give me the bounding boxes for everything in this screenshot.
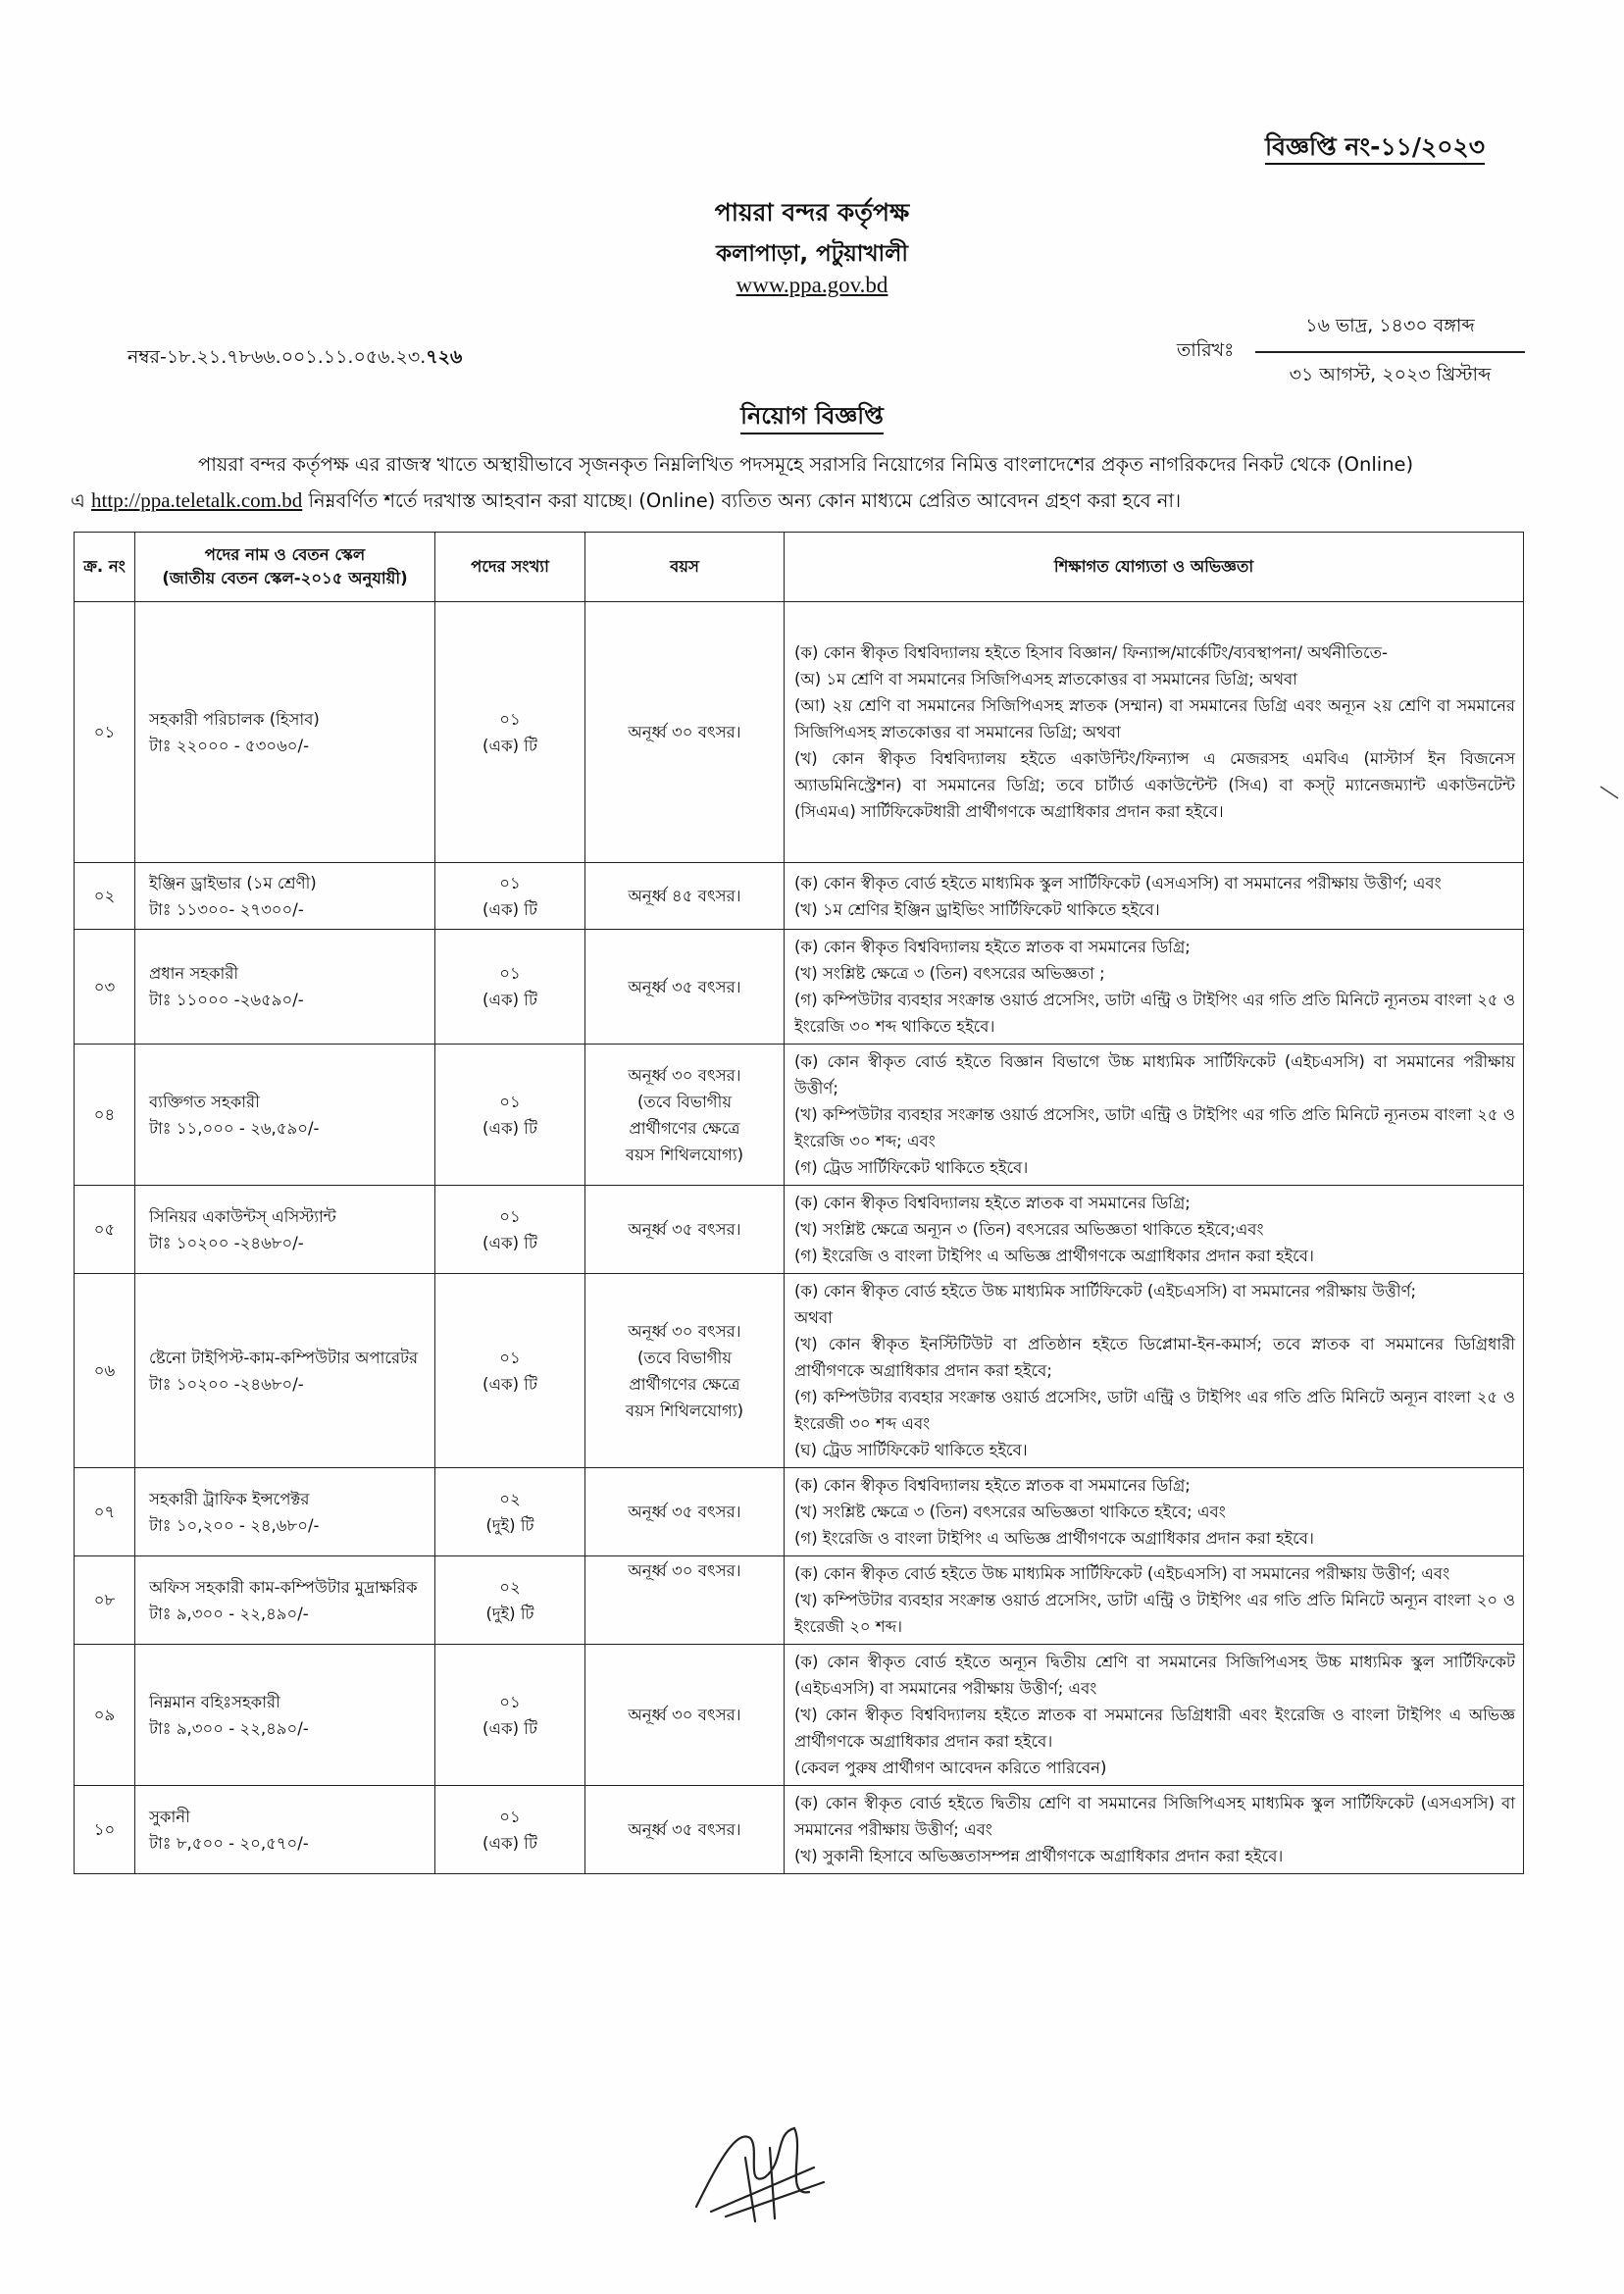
post-count-number: ০১	[499, 873, 521, 892]
post-count-word: (এক) টি	[482, 991, 537, 1009]
qualification-item: (ক) কোন স্বীকৃত বিশ্ববিদ্যালয় হইতে স্নাতক বা সমমানের ডিগ্রি;	[794, 938, 1191, 956]
table-row	[75, 930, 1524, 1045]
pay-scale: টাঃ ২২০০০ - ৫৩০৬০/-	[149, 736, 310, 755]
cell-serial: ০৯	[75, 1645, 135, 1786]
pay-scale: টাঃ ১১০০০ -২৬৫৯০/-	[149, 991, 304, 1009]
pay-scale: টাঃ ১০২০০ -২৪৬৮০/-	[149, 1374, 304, 1394]
post-name: প্রধান সহকারী	[149, 964, 239, 983]
date-english: ৩১ আগস্ট, ২০২৩ খ্রিস্টাব্দ	[1289, 364, 1492, 385]
qualification-item: (গ) ট্রেড সার্টিফিকেট থাকিতে হইবে।	[794, 1158, 1029, 1177]
age-limit-line: (তবে বিভাগীয়	[636, 1092, 733, 1111]
pay-scale: টাঃ ৮,৫০০ - ২০,৫৭০/-	[149, 1833, 309, 1853]
qualification-item: (অ) ১ম শ্রেণি বা সমমানের সিজিপিএসহ স্নাতকোত্তর বা সমমানের ডিগ্রি; অথবা	[794, 670, 1297, 688]
qualification-item: (খ) কম্পিউটার ব্যবহার সংক্রান্ত ওয়ার্ড প্রসেসিং, ডাটা এন্ট্রি ও টাইপিং এর গতি প্রতি মিনিটে অন্যূন বাংলা ২০ ও ইংরেজী ২০ শব্দ।	[794, 1591, 1515, 1636]
cell-count	[435, 930, 585, 1045]
qualification-item: (খ) সংশ্লিষ্ট ক্ষেত্রে ৩ (তিন) বৎসরের অভিজ্ঞতা থাকিতে হইবে; এবং	[794, 1503, 1226, 1521]
cell-qualification	[785, 602, 1524, 863]
header-post-subtitle: (জাতীয় বেতন স্কেল-২০১৫ অনুযায়ী)	[162, 569, 408, 587]
qualification-item: (ক) কোন স্বীকৃত বিশ্ববিদ্যালয় হইতে স্নাতক বা সমমানের ডিগ্রি;	[794, 1194, 1191, 1212]
organization-name: পায়রা বন্দর কর্তৃপক্ষ	[714, 198, 910, 227]
post-name: সুকানী	[149, 1807, 190, 1826]
qualification-item: (আ) ২য় শ্রেণি বা সমমানের সিজিপিএসহ স্নাতক (সম্মান) বা সমমানের ডিগ্রি এবং অন্যূন ২য় শ্রেণি বা সমমানের সিজিপিএসহ স্নাতকোত্তর বা সমমানের ডিগ্রি; অথবা	[794, 696, 1515, 741]
cell-post	[135, 1045, 435, 1186]
memo-number	[127, 343, 462, 375]
qualification-item: (গ) কম্পিউটার ব্যবহার সংক্রান্ত ওয়ার্ড প্রসেসিং, ডাটা এন্ট্রি ও টাইপিং এর গতি প্রতি মিনিটে ন্যূনতম বাংলা ২৫ ও ইংরেজি ৩০ শব্দ থাকিতে হইবে।	[794, 991, 1515, 1036]
age-limit-line: অনূর্ধ্ব ৩৫ বৎসর।	[628, 1820, 741, 1839]
post-name: সহকারী পরিচালক (হিসাব)	[149, 709, 320, 729]
qualification-item: অথবা	[794, 1308, 833, 1327]
qualification-item: (কেবল পুরুষ প্রার্থীগণ আবেদন করিতে পারিবেন)	[794, 1759, 1107, 1777]
cell-post	[135, 1186, 435, 1274]
date-label: তারিখঃ	[1177, 339, 1235, 361]
cell-age	[585, 930, 785, 1045]
cell-count	[435, 1186, 585, 1274]
intro-paragraph	[71, 446, 1506, 519]
qualification-item: (ঘ) ট্রেড সার্টিফিকেট থাকিতে হইবে।	[794, 1441, 1028, 1459]
age-limit-line: অনূর্ধ্ব ৩০ বৎসর।	[628, 1065, 741, 1085]
cell-age	[585, 602, 785, 863]
age-limit-line: অনূর্ধ্ব ৩৫ বৎসর।	[628, 1220, 741, 1239]
qualification-item: (খ) কম্পিউটার ব্যবহার সংক্রান্ত ওয়ার্ড প্রসেসিং, ডাটা এন্ট্রি ও টাইপিং এর গতি প্রতি মিনিটে ন্যূনতম বাংলা ২৫ ও ইংরেজি ৩০ শব্দ; এবং	[794, 1105, 1515, 1150]
age-limit-line: অনূর্ধ্ব ৩০ বৎসর।	[628, 723, 741, 741]
post-name: সিনিয়র একাউন্টস্ এসিস্ট্যান্ট	[149, 1206, 336, 1226]
qualification-item: (খ) কোন স্বীকৃত বিশ্ববিদ্যালয় হইতে স্নাতক বা সমমানের ডিগ্রিধারী এবং ইংরেজি ও বাংলা টাইপিং এ অভিজ্ঞ প্রার্থীগণকে অগ্রাধিকার প্রদান করা হইবে।	[794, 1706, 1515, 1751]
cell-age	[585, 1786, 785, 1874]
cell-count	[435, 1045, 585, 1186]
page-title-text: নিয়োগ বিজ্ঞপ্তি	[740, 402, 884, 434]
age-limit-line: প্রার্থীগণের ক্ষেত্রে	[629, 1118, 740, 1138]
cell-post	[135, 1786, 435, 1874]
post-count-word: (এক) টি	[482, 1233, 537, 1252]
post-name: ইঞ্জিন ড্রাইভার (১ম শ্রেণী)	[149, 873, 317, 892]
intro-line-2	[71, 483, 1506, 519]
application-link[interactable]: http://ppa.teletalk.com.bd	[91, 488, 303, 512]
cell-serial: ১০	[75, 1786, 135, 1874]
qualification-item: (ক) কোন স্বীকৃত বিশ্ববিদ্যালয় হইতে হিসাব বিজ্ঞান/ ফিন্যান্স/মার্কেটিং/ব্যবস্থাপনা/ অর্থনীতিতে-	[794, 643, 1388, 662]
cell-qualification	[785, 1556, 1524, 1645]
cell-age	[585, 1045, 785, 1186]
age-limit-line: অনূর্ধ্ব ৩৫ বৎসর।	[628, 1503, 741, 1521]
post-count-number: ০২	[499, 1577, 521, 1597]
header-age: বয়স	[585, 533, 785, 602]
qualification-item: (খ) সংশ্লিষ্ট ক্ষেত্রে অন্যূন ৩ (তিন) বৎসরের অভিজ্ঞতা থাকিতে হইবে;এবং	[794, 1220, 1264, 1239]
age-limit-line: অনূর্ধ্ব ৩০ বৎসর।	[628, 1561, 741, 1580]
cell-serial: ০৭	[75, 1468, 135, 1556]
cell-post	[135, 1556, 435, 1645]
cell-qualification	[785, 863, 1524, 930]
post-count-word: (এক) টি	[482, 1374, 537, 1394]
qualification-item: (খ) কোন স্বীকৃত ইনস্টিটিউট বা প্রতিষ্ঠান হইতে ডিপ্লোমা-ইন-কমার্স; তবে স্নাতক বা সমমানের ডিগ্রিধারী প্রার্থীগণকে অগ্রাধিকার প্রদান করা হইবে;	[794, 1335, 1515, 1380]
cell-qualification	[785, 1645, 1524, 1786]
table-row	[75, 863, 1524, 930]
age-limit-line: বয়স শিথিলযোগ্য)	[625, 1401, 744, 1420]
pay-scale: টাঃ ৯,৩০০ - ২২,৪৯০/-	[149, 1604, 309, 1623]
post-count-number: ০১	[499, 709, 521, 729]
age-limit-line: অনূর্ধ্ব ৩০ বৎসর।	[628, 1321, 741, 1341]
qualification-item: (গ) ইংরেজি ও বাংলা টাইপিং এ অভিজ্ঞ প্রার্থীগণকে অগ্রাধিকার প্রদান করা হইবে।	[794, 1247, 1314, 1265]
page-title	[0, 398, 1624, 437]
cell-post	[135, 930, 435, 1045]
cell-serial: ০৩	[75, 930, 135, 1045]
age-limit-line: অনূর্ধ্ব ৩০ বৎসর।	[628, 1706, 741, 1724]
cell-post	[135, 1468, 435, 1556]
qualification-item: (গ) কম্পিউটার ব্যবহার সংক্রান্ত ওয়ার্ড প্রসেসিং, ডাটা এন্ট্রি ও টাইপিং এর গতি প্রতি মিনিটে অন্যূন বাংলা ২৫ ও ইংরেজী ৩০ শব্দ এবং	[794, 1388, 1515, 1433]
pay-scale: টাঃ ৯,৩০০ - ২২,৪৯০/-	[149, 1718, 309, 1738]
post-count-number: ০১	[499, 1206, 521, 1226]
qualification-item: (ক) কোন স্বীকৃত বিশ্ববিদ্যালয় হইতে স্নাতক বা সমমানের ডিগ্রি;	[794, 1476, 1191, 1495]
pay-scale: টাঃ ১১,০০০ - ২৬,৫৯০/-	[149, 1118, 320, 1138]
cell-count	[435, 1645, 585, 1786]
age-limit-line: অনূর্ধ্ব ৩৫ বৎসর।	[628, 977, 741, 996]
post-name: ষ্টেনো টাইপিস্ট-কাম-কম্পিউটার অপারেটর	[149, 1348, 419, 1367]
organization-website-link[interactable]: www.ppa.gov.bd	[736, 273, 888, 297]
post-name: সহকারী ট্রাফিক ইন্সপেক্টর	[149, 1489, 310, 1508]
qualification-item: (ক) কোন স্বীকৃত বোর্ড হইতে উচ্চ মাধ্যমিক সার্টিফিকেট (এইচএসসি) বা সমমানের পরীক্ষায় উত্তীর্ণ; এবং	[794, 1564, 1450, 1583]
qualification-item: (গ) ইংরেজি ও বাংলা টাইপিং এ অভিজ্ঞ প্রার্থীগণকে অগ্রাধিকার প্রদান করা হইবে।	[794, 1529, 1314, 1548]
cell-count	[435, 1468, 585, 1556]
post-name: অফিস সহকারী কাম-কম্পিউটার মুদ্রাক্ষরিক	[149, 1577, 418, 1597]
table-row	[75, 1274, 1524, 1468]
notice-number-text: বিজ্ঞপ্তি নং-১১/২০২৩	[1265, 132, 1485, 165]
header-serial: ক্র. নং	[75, 533, 135, 602]
post-count-word: (এক) টি	[482, 899, 537, 919]
cell-count	[435, 602, 585, 863]
cell-qualification	[785, 1274, 1524, 1468]
cell-age	[585, 1556, 785, 1645]
cell-post	[135, 1274, 435, 1468]
qualification-item: (ক) কোন স্বীকৃত বোর্ড হইতে অন্যূন দ্বিতীয় শ্রেণি বা সমমানের সিজিপিএসহ উচ্চ মাধ্যমিক স্কুল সার্টিফিকেট (এইচএসসি) বা সমমানের পরীক্ষায় উত্তীর্ণ; এবং	[794, 1653, 1515, 1698]
table-row	[75, 602, 1524, 863]
post-count-number: ০১	[499, 1807, 521, 1826]
qualification-item: (ক) কোন স্বীকৃত বোর্ড হইতে বিজ্ঞান বিভাগে উচ্চ মাধ্যমিক সার্টিফিকেট (এইচএসসি) বা সমমানের পরীক্ষায় উত্তীর্ণ;	[794, 1052, 1515, 1097]
table-header-row	[75, 533, 1524, 602]
post-name: নিম্নমান বহিঃসহকারী	[149, 1692, 280, 1711]
pay-scale: টাঃ ১১৩০০- ২৭৩০০/-	[149, 899, 304, 919]
memo-number-suffix: ৭২৬	[426, 346, 463, 368]
cell-serial: ০৮	[75, 1556, 135, 1645]
cell-count	[435, 1274, 585, 1468]
pay-scale: টাঃ ১০,২০০ - ২৪,৬৮০/-	[149, 1515, 320, 1535]
intro-line-2-suffix: নিম্নবর্ণিত শর্তে দরখাস্ত আহবান করা যাচ্ছে। (Online) ব্যতিত অন্য কোন মাধ্যমে প্রেরিত আবেদন গ্রহণ করা হবে না।	[302, 489, 1182, 512]
post-count-word: (দুই) টি	[485, 1515, 534, 1535]
post-count-word: (এক) টি	[482, 1118, 537, 1138]
cell-serial: ০৬	[75, 1274, 135, 1468]
job-table	[74, 532, 1524, 1874]
cell-age	[585, 1468, 785, 1556]
cell-serial: ০৫	[75, 1186, 135, 1274]
age-limit-line: অনূর্ধ্ব ৪৫ বৎসর।	[628, 887, 741, 905]
header-post-title: পদের নাম ও বেতন স্কেল	[204, 545, 366, 564]
post-count-number: ০২	[499, 1489, 521, 1508]
organization-location: কলাপাড়া, পটুয়াখালী	[716, 241, 908, 267]
cell-count	[435, 1556, 585, 1645]
cell-qualification	[785, 1786, 1524, 1874]
post-count-word: (এক) টি	[482, 736, 537, 755]
cell-count	[435, 863, 585, 930]
cell-qualification	[785, 1468, 1524, 1556]
cell-post	[135, 602, 435, 863]
header-post	[135, 533, 435, 602]
cell-age	[585, 1274, 785, 1468]
notice-number	[1265, 127, 1485, 170]
intro-line-1: পায়রা বন্দর কর্তৃপক্ষ এর রাজস্ব খাতে অস্থায়ীভাবে সৃজনকৃত নিম্নলিখিত পদসমূহে সরাসরি নিয়োগের নিমিত্ত বাংলাদেশের প্রকৃত নাগরিকদের নিকট থেকে (Online)	[198, 453, 1414, 476]
table-row	[75, 1468, 1524, 1556]
qualification-item: (খ) ১ম শ্রেণির ইঞ্জিন ড্রাইভিং সার্টিফিকেট থাকিতে হইবে।	[794, 899, 1160, 919]
cell-serial: ০২	[75, 863, 135, 930]
qualification-item: (খ) সুকানী হিসাবে অভিজ্ঞতাসম্পন্ন প্রার্থীগণকে অগ্রাধিকার প্রদান করা হইবে।	[794, 1847, 1284, 1865]
qualification-item: (খ) সংশ্লিষ্ট ক্ষেত্রে ৩ (তিন) বৎসরের অভিজ্ঞতা ;	[794, 964, 1105, 983]
qualification-item: (ক) কোন স্বীকৃত বোর্ড হইতে দ্বিতীয় শ্রেণি বা সমমানের সিজিপিএসহ মাধ্যমিক স্কুল সার্টিফিকেট (এসএসসি) বা সমমানের পরীক্ষায় উত্তীর্ণ; এবং	[794, 1794, 1516, 1839]
table-row	[75, 1786, 1524, 1874]
cell-serial: ০৪	[75, 1045, 135, 1186]
age-limit-line: প্রার্থীগণের ক্ষেত্রে	[629, 1374, 740, 1394]
age-limit-line: (তবে বিভাগীয়	[636, 1348, 733, 1367]
post-count-word: (এক) টি	[482, 1718, 537, 1738]
cell-age	[585, 1186, 785, 1274]
header-qualification: শিক্ষাগত যোগ্যতা ও অভিজ্ঞতা	[785, 533, 1524, 602]
table-row	[75, 1186, 1524, 1274]
cell-post	[135, 1645, 435, 1786]
signature	[677, 2109, 843, 2226]
qualification-item: (খ) কোন স্বীকৃত বিশ্ববিদ্যালয় হইতে একাউন্টিং/ফিন্যান্স এ মেজরসহ এমবিএ (মাস্টার্স ইন বিজনেস অ্যাডমিনিস্ট্রেশন) বা সমমানের ডিগ্রি; তবে চার্টার্ড একাউন্টেন্ট (সিএ) বা কস্ট্ ম্যানেজম্যান্ট একাউনটেন্ট (সিএমএ) সার্টিফিকেটধারী প্রার্থীগণকে অগ্রাধিকার প্রদান করা হইবে।	[794, 749, 1515, 821]
date-bangla: ১৬ ভাদ্র, ১৪৩০ বঙ্গাব্দ	[1255, 312, 1525, 353]
stray-pen-mark	[1599, 785, 1620, 804]
intro-line-2-prefix: এ	[71, 489, 92, 512]
date-block	[1255, 312, 1525, 392]
cell-qualification	[785, 1045, 1524, 1186]
cell-qualification	[785, 930, 1524, 1045]
cell-age	[585, 1645, 785, 1786]
table-row	[75, 1045, 1524, 1186]
qualification-item: (ক) কোন স্বীকৃত বোর্ড হইতে মাধ্যমিক স্কুল সার্টিফিকেট (এসএসসি) বা সমমানের পরীক্ষায় উত্তীর্ণ; এবং	[794, 873, 1442, 892]
cell-age	[585, 863, 785, 930]
cell-post	[135, 863, 435, 930]
cell-serial: ০১	[75, 602, 135, 863]
post-count-word: (এক) টি	[482, 1833, 537, 1853]
table-row	[75, 1556, 1524, 1645]
memo-number-prefix: নম্বর-১৮.২১.৭৮৬৬.০০১.১১.০৫৬.২৩.	[127, 346, 427, 368]
post-count-word: (দুই) টি	[485, 1604, 534, 1623]
qualification-item: (ক) কোন স্বীকৃত বোর্ড হইতে উচ্চ মাধ্যমিক সার্টিফিকেট (এইচএসসি) বা সমমানের পরীক্ষায় উত্তীর্ণ;	[794, 1282, 1417, 1300]
table-row	[75, 1645, 1524, 1786]
age-limit-line: বয়স শিথিলযোগ্য)	[625, 1145, 744, 1164]
post-name: ব্যক্তিগত সহকারী	[149, 1092, 260, 1111]
post-count-number: ০১	[499, 1692, 521, 1711]
cell-count	[435, 1786, 585, 1874]
cell-qualification	[785, 1186, 1524, 1274]
post-count-number: ০১	[499, 1092, 521, 1111]
post-count-number: ০১	[499, 1348, 521, 1367]
pay-scale: টাঃ ১০২০০ -২৪৬৮০/-	[149, 1233, 304, 1252]
header-count: পদের সংখ্যা	[435, 533, 585, 602]
post-count-number: ০১	[499, 964, 521, 983]
